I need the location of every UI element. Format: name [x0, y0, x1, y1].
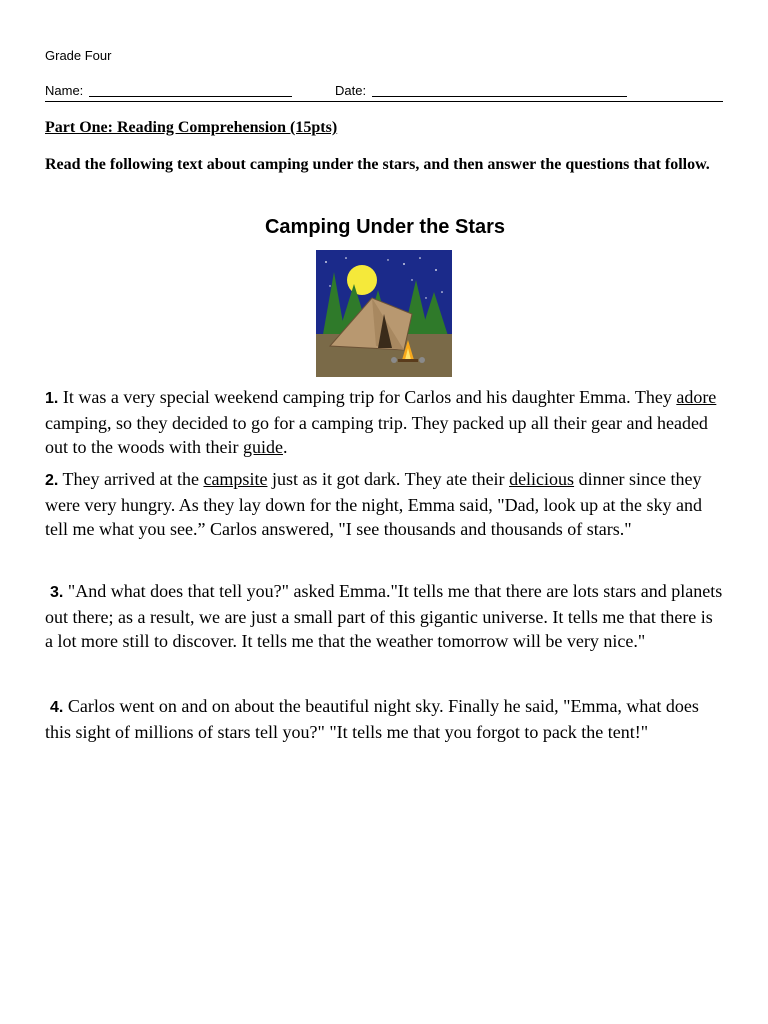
instructions: Read the following text about camping under the stars, and then answer the questions that follow. — [45, 156, 710, 173]
date-field[interactable] — [372, 83, 627, 97]
paragraph-text: It was a very special weekend camping trip for Carlos and his daughter Emma. They — [58, 387, 677, 407]
story-title: Camping Under the Stars — [264, 216, 506, 238]
paragraph-1 — [45, 385, 725, 459]
paragraph-text: Carlos went on and on about the beautiful night sky. Finally he said, "Emma, what does this sight of millions of stars tell you?" "It tells me that you forgot to pack the tent!" — [45, 696, 699, 742]
section-title: Part One: Reading Comprehension (15pts) — [45, 119, 338, 136]
paragraph-4 — [45, 694, 725, 744]
paragraph-text: camping, so they decided to go for a camping trip. They packed up all their gear and headed out to the woods with their — [45, 413, 708, 457]
paragraph-text: dinner since they were very hungry. As they lay down for the night, Emma said, "Dad, look up at the sky and tell me what you see.” Carlos answered, "I see thousands and thousands of stars." — [45, 469, 703, 539]
tent-campfire-icon — [316, 250, 452, 377]
paragraph-text: They arrived at the — [58, 469, 204, 489]
paragraph-number: 4. — [50, 699, 64, 716]
paragraph-3 — [45, 579, 725, 653]
paragraph-number: 3. — [50, 584, 64, 601]
vocab-word-campsite: campsite — [203, 469, 268, 489]
name-label: Name: — [45, 83, 84, 98]
name-field[interactable] — [89, 83, 292, 97]
paragraph-number: 1. — [45, 390, 59, 407]
vocab-word-adore: adore — [676, 387, 717, 407]
name-date-row — [45, 83, 723, 102]
date-label: Date: — [335, 83, 367, 98]
paragraph-text: just as it got dark. They ate their — [267, 469, 510, 489]
paragraph-text: . — [282, 437, 288, 457]
paragraph-text: "And what does that tell you?" asked Emma."It tells me that there are lots stars and planets out there; as a result, we are just a small part of this gigantic universe. It tells me that there is a lot more still to discover. It tells me that the weather tomorrow will be very nice." — [45, 581, 723, 651]
vocab-word-delicious: delicious — [509, 469, 575, 489]
vocab-word-guide: guide — [242, 437, 283, 457]
grade-label: Grade Four — [45, 48, 112, 63]
paragraph-2 — [45, 467, 725, 541]
paragraph-number: 2. — [45, 472, 59, 489]
